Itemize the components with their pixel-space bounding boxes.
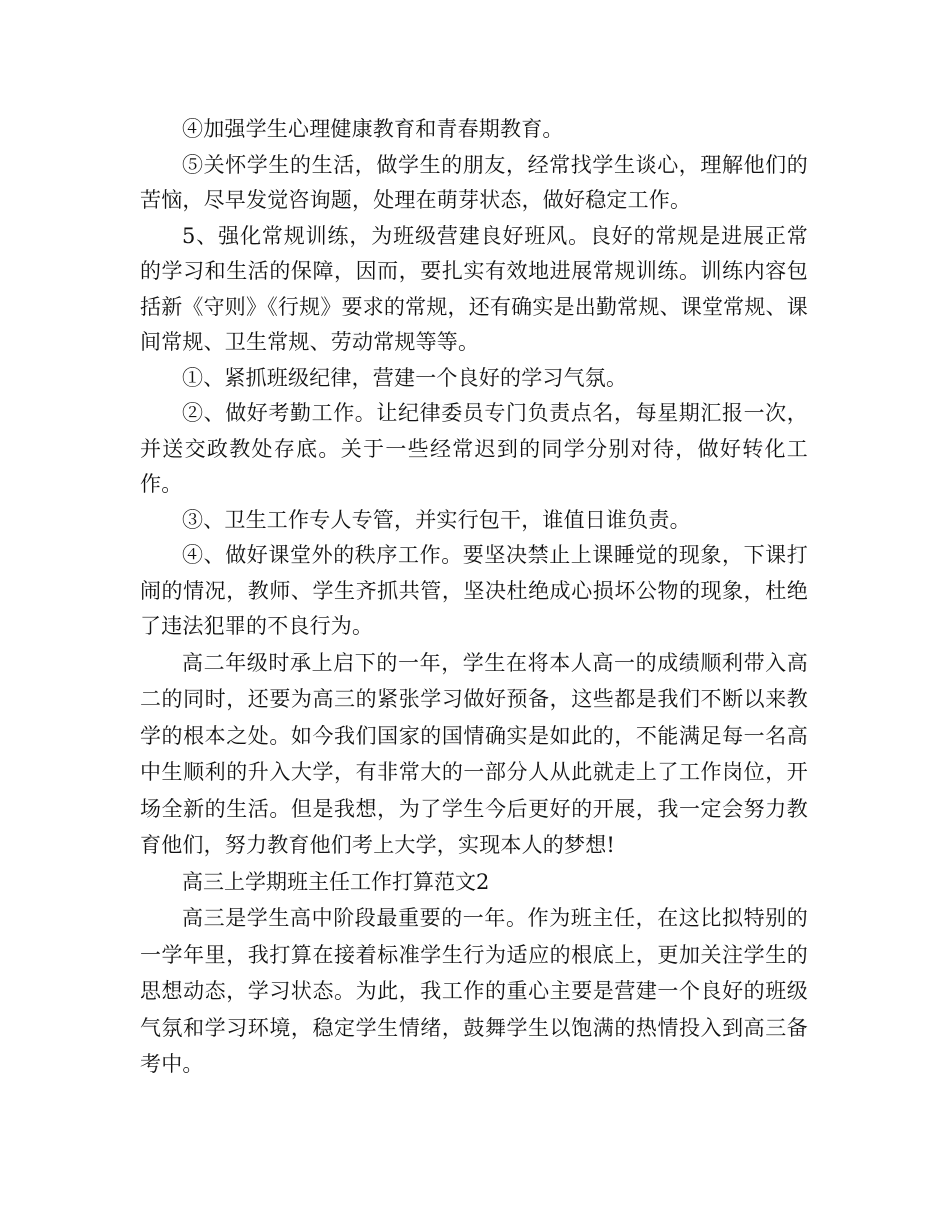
paragraph-attendance: ②、做好考勤工作。让纪律委员专门负责点名，每星期汇报一次，并送交政教处存底。关于一些经常迟到的同学分别对待，做好转化工作。	[140, 401, 808, 496]
section-heading: 高三上学期班主任工作打算范文2	[182, 870, 490, 895]
paragraph-grade-two-summary: 高二年级时承上启下的一年，学生在将本人高一的成绩顺利带入高二的同时，还要为高三的紧张学习做好预备，这些都是我们不断以来教学的根本之处。如今我们国家的国情确实是如此的，不能满足每一名高中生顺利的升入大学，有非常大的一部分人从此就走上了工作岗位，开场全新的生活。但是我想，为了学生今后更好的开展，我一定会努力教育他们，努力教育他们考上大学，实现本人的梦想!	[140, 650, 808, 858]
paragraph-care-for-students: ⑤关怀学生的生活，做学生的朋友，经常找学生谈心，理解他们的苦恼，尽早发觉咨询题，处理在萌芽状态，做好稳定工作。	[140, 152, 808, 212]
paragraph-mental-health: ④加强学生心理健康教育和青春期教育。	[182, 117, 564, 141]
paragraph-order-outside-class: ④、做好课堂外的秩序工作。要坚决禁止上课睡觉的现象，下课打闹的情况，教师、学生齐抓共管，坚决杜绝成心损坏公物的现象，杜绝了违法犯罪的不良行为。	[140, 543, 808, 638]
document-body	[140, 112, 808, 1083]
paragraph-routine-training: 5、强化常规训练，为班级营建良好班风。良好的常规是进展正常的学习和生活的保障，因而，要扎实有效地进展常规训练。训练内容包括新《守则》《行规》要求的常规，还有确实是出勤常规、课堂常规、课间常规、卫生常规、劳动常规等等。	[140, 223, 808, 354]
paragraph-class-discipline: ①、紧抓班级纪律，营建一个良好的学习气氛。	[182, 365, 628, 390]
paragraph-hygiene: ③、卫生工作专人专管，并实行包干，谁值日谁负责。	[182, 507, 691, 532]
paragraph-grade-three-intro: 高三是学生高中阶段最重要的一年。作为班主任，在这比拟特别的一学年里，我打算在接着标准学生行为适应的根底上，更加关注学生的思想动态，学习状态。为此，我工作的重心主要是营建一个良好的班级气氛和学习环境，稳定学生情绪，鼓舞学生以饱满的热情投入到高三备考中。	[140, 906, 808, 1077]
